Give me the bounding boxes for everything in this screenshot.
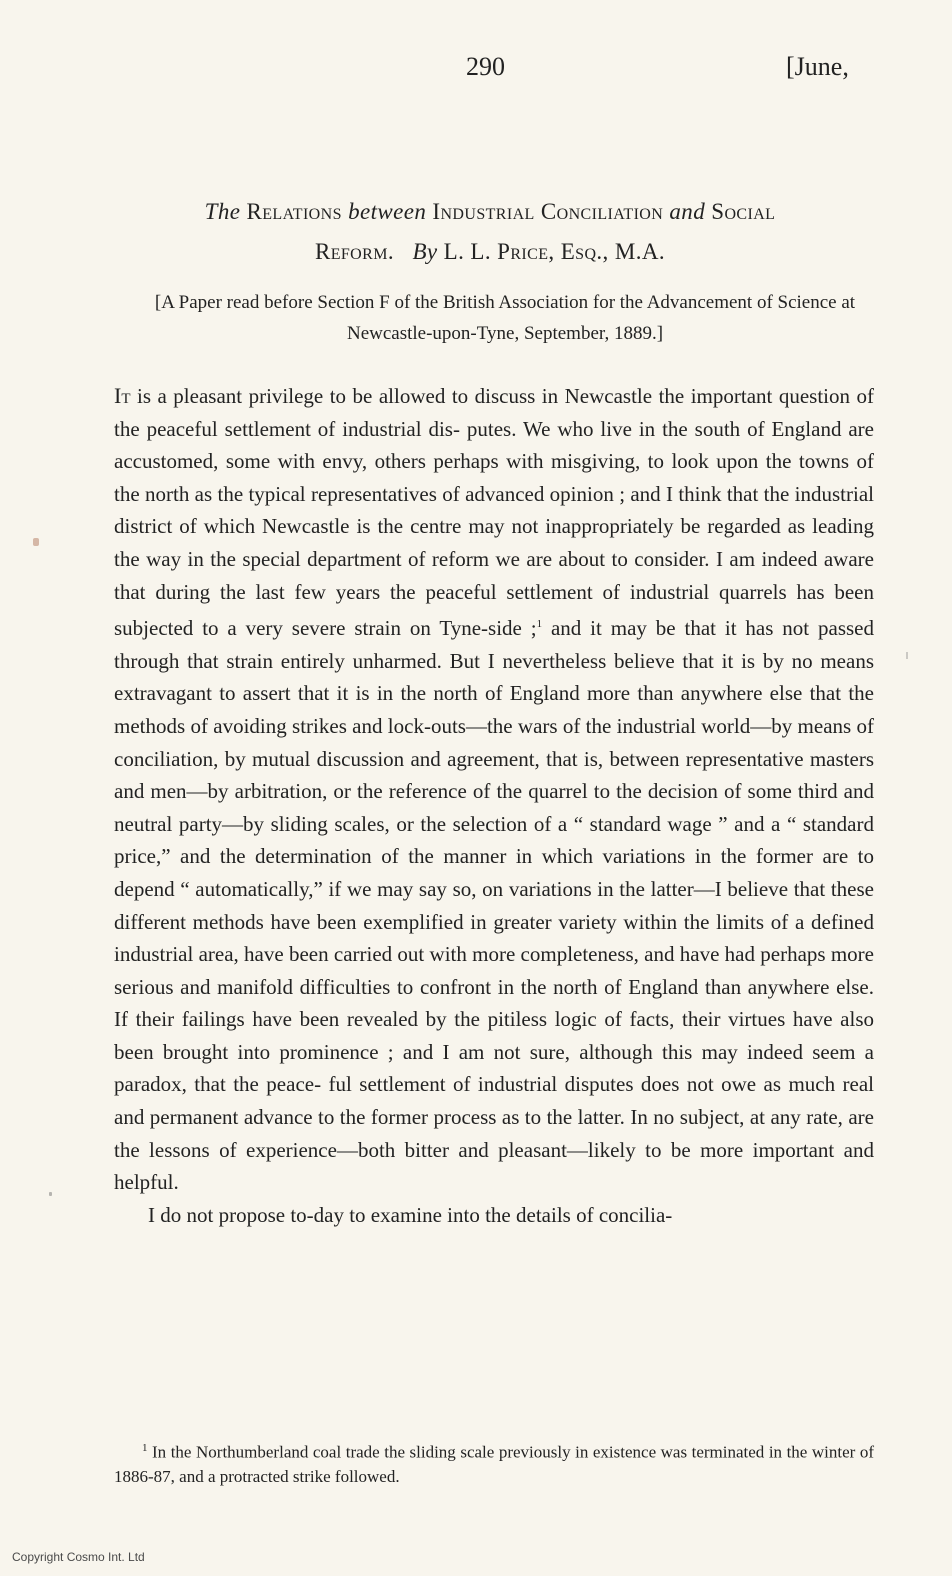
footnote-reference[interactable]: 1 — [536, 618, 543, 631]
title-word: The — [204, 199, 241, 224]
footnote-marker: 1 — [142, 1442, 148, 1454]
title-word: Social — [711, 199, 776, 224]
running-head: [June, — [786, 52, 849, 81]
paper-speck — [33, 538, 39, 546]
footnote-text: In the Northumberland coal trade the sliding scale previously in existence was terminated in the winter of 1886-87, and a protracted strike followed. — [114, 1442, 874, 1486]
copyright-notice: Copyright Cosmo Int. Ltd — [12, 1550, 145, 1564]
byline-label: By — [412, 239, 438, 264]
title-word: Reform. — [314, 239, 394, 264]
article-title — [110, 192, 870, 272]
title-word: Industrial — [432, 199, 535, 224]
paper-speck — [49, 1192, 52, 1196]
page-number: 290 — [466, 52, 505, 81]
paper-speck — [906, 652, 908, 659]
opening-word: It — [114, 383, 131, 408]
paragraph: I do not propose to-day to examine into the details of concilia- — [148, 1202, 673, 1227]
title-word: Conciliation — [540, 199, 664, 224]
title-word: and — [669, 199, 706, 224]
footnote — [114, 1436, 874, 1489]
paragraph-text: and it may be that it has not passed through that strain entirely unharmed. But I nevertheless believe that it is by no means extravagant to assert that it is in the north of England more than anywhere else that the methods of avoiding strikes and lock-outs—the wars of the industrial world—by means of conciliation, by mutual discussion and agreement, that is, between representative masters and men—by arbitration, or the reference of the quarrel to the decision of some third and neutral party—by sliding scales, or the selection of a “ standard wage ” and a “ standard price,” and the determination of the manner in which variations in the former are to depend “ automatically,” if we may say so, on variations in the latter—I believe that these different methods have been exemplified in greater variety within the limits of a defined industrial area, have been carried out with more completeness, and have had perhaps more serious and manifold difficulties to confront in the north of England than anywhere else. If their failings have been revealed by the pitiless logic of facts, their virtues have also been brought into prominence ; and I am not sure, although this may indeed seem a paradox, that the peace- ful settlement of industrial disputes does not owe as much real and permanent advance to the former process as to the latter. In no subject, at any rate, are the lessons of experience—both bitter and pleasant—likely to be more important and helpful. — [114, 616, 874, 1195]
title-word: Relations — [246, 199, 342, 224]
author-name: L. L. Price, Esq., M.A. — [443, 239, 666, 264]
paragraph-text: is a pleasant privilege to be allowed to discuss in Newcastle the important question of the peaceful settlement of industrial dis- putes. We who live in the south of England are accustomed, some with envy, others perhaps with misgiving, to look upon the towns of the north as the typical representatives of advanced opinion ; and I think that the industrial district of which Newcastle is the centre may not inappropriately be regarded as leading the way in the special department of reform we are about to consider. I am indeed aware that during the last few years the peaceful settlement of industrial quarrels has been subjected to a very severe strain on Tyne-side ; — [114, 384, 874, 641]
paper-note: [A Paper read before Section F of the British Association for the Advancement of Science at Newcastle-upon-Tyne, September, 1889.] — [154, 292, 856, 344]
paragraph — [114, 380, 874, 1199]
title-word: between — [348, 199, 427, 224]
page-header — [0, 52, 952, 92]
article-body — [114, 380, 874, 1231]
